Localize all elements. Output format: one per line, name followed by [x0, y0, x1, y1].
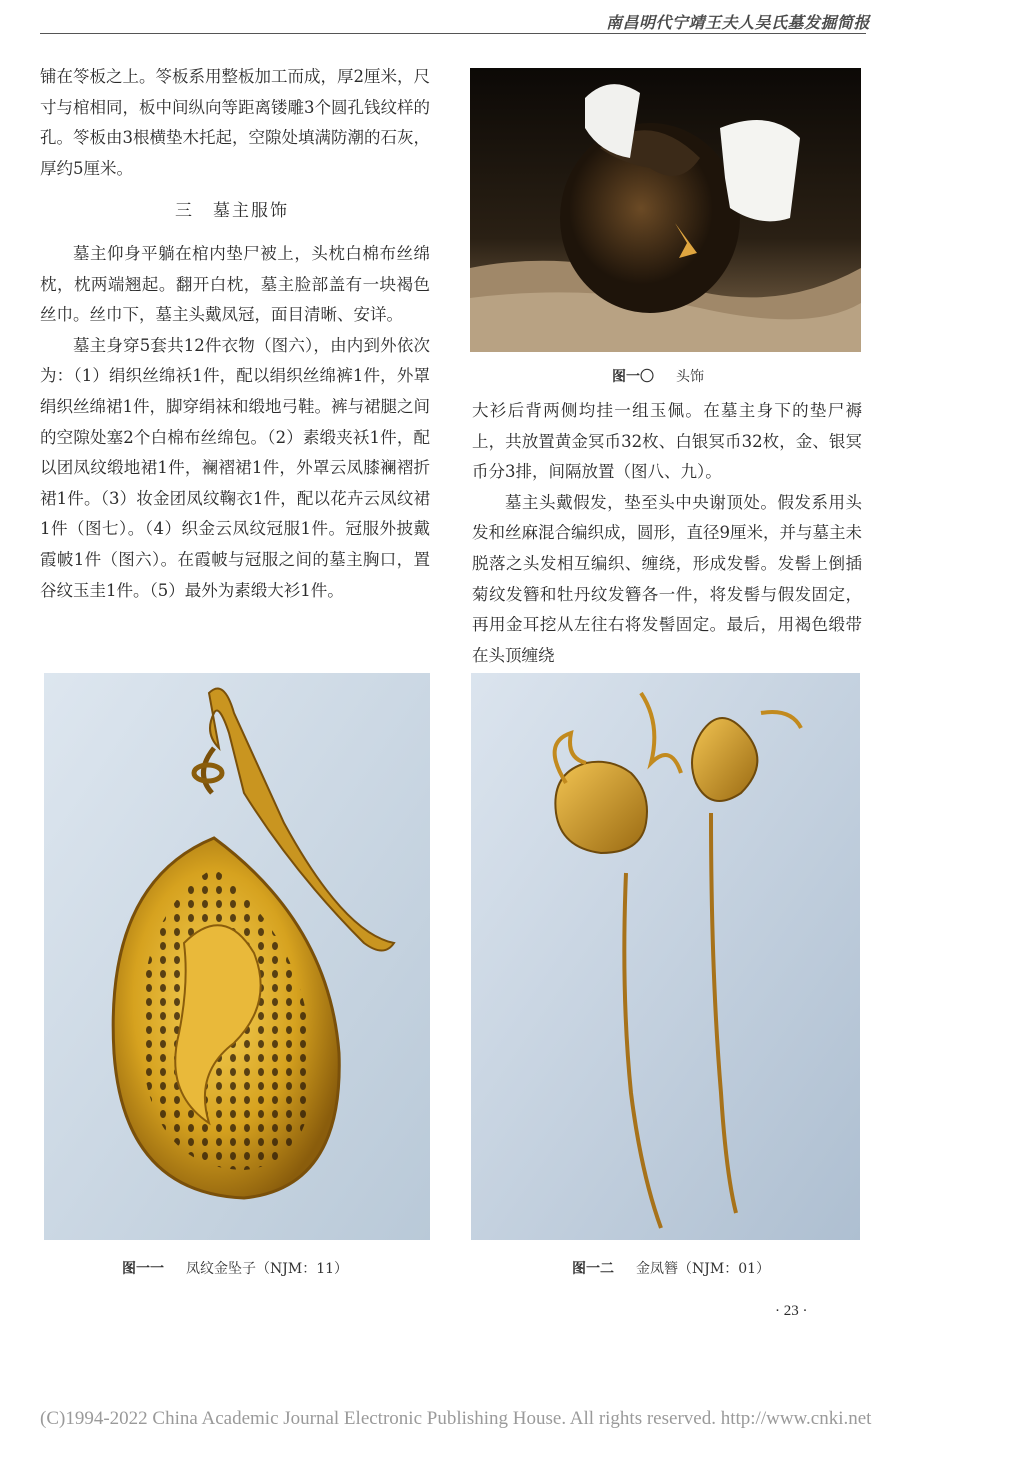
figure-11-number: 图一一	[122, 1261, 164, 1277]
running-header: 南昌明代宁靖王夫人吴氏墓发掘简报	[605, 13, 870, 32]
section-heading: 三 墓主服饰	[175, 201, 289, 222]
figure-10-photo	[470, 68, 861, 352]
left-paragraph-1: 铺在笭板之上。笭板系用整板加工而成，厚2厘米，尺寸与棺相同，板中间纵向等距离镂雕3个圆孔钱纹样的孔。笭板由3根横垫木托起，空隙处填满防潮的石灰，厚约5厘米。	[40, 67, 430, 178]
left-paragraph-3: 墓主身穿5套共12件衣物（图六），由内到外依次为：（1）绢织丝绵袄1件，配以绢织丝绵裤1件，外罩绢织丝绵裙1件，脚穿绢袜和缎地弓鞋。裤与裙腿之间的空隙处塞2个白棉布丝绵包。（2）素缎夹袄1件，配以团凤纹缎地裙1件，襕褶裙1件，外罩云凤膝襕褶折裙1件。（3）妆金团凤纹鞠衣1件，配以花卉云凤纹裙1件（图七）。（4）织金云凤纹冠服1件。冠服外披戴霞帔1件（图六）。在霞帔与冠服之间的墓主胸口，置谷纹玉圭1件。（5）最外为素缎大衫1件。	[40, 335, 430, 600]
figure-10-caption	[612, 366, 704, 386]
figure-11-caption	[122, 1258, 348, 1278]
figure-10-text: 头饰	[676, 369, 704, 385]
copyright-footer: (C)1994-2022 China Academic Journal Electronic Publishing House. All rights reserved. http://www.cnki.net	[40, 1408, 872, 1429]
figure-11-photo	[44, 673, 430, 1240]
figure-11-text: 凤纹金坠子（NJM：11）	[186, 1261, 349, 1277]
right-column	[472, 396, 862, 671]
figure-12-number: 图一二	[572, 1261, 614, 1277]
figure-12-photo	[471, 673, 860, 1240]
figure-10-number: 图一〇	[612, 369, 654, 385]
header-rule	[40, 33, 866, 34]
left-paragraph-2: 墓主仰身平躺在棺内垫尸被上，头枕白棉布丝绵枕，枕两端翘起。翻开白枕，墓主脸部盖有一块褐色丝巾。丝巾下，墓主头戴凤冠，面目清晰、安详。	[40, 243, 430, 325]
left-column	[40, 62, 430, 606]
page-number: · 23 ·	[775, 1303, 808, 1319]
figure-12-caption	[572, 1258, 770, 1278]
right-paragraph-1: 大衫后背两侧均挂一组玉佩。在墓主身下的垫尸褥上，共放置黄金冥币32枚、白银冥币32枚，金、银冥币分3排，间隔放置（图八、九）。	[472, 401, 862, 482]
figure-12-text: 金凤簪（NJM：01）	[636, 1261, 771, 1277]
right-paragraph-2: 墓主头戴假发，垫至头中央谢顶处。假发系用头发和丝麻混合编织成，圆形，直径9厘米，并与墓主未脱落之头发相互编织、缠绕，形成发髻。发髻上倒插菊纹发簪和牡丹纹发簪各一件，将发髻与假发固定，再用金耳挖从左往右将发髻固定。最后，用褐色缎带在头顶缠绕	[472, 492, 862, 665]
